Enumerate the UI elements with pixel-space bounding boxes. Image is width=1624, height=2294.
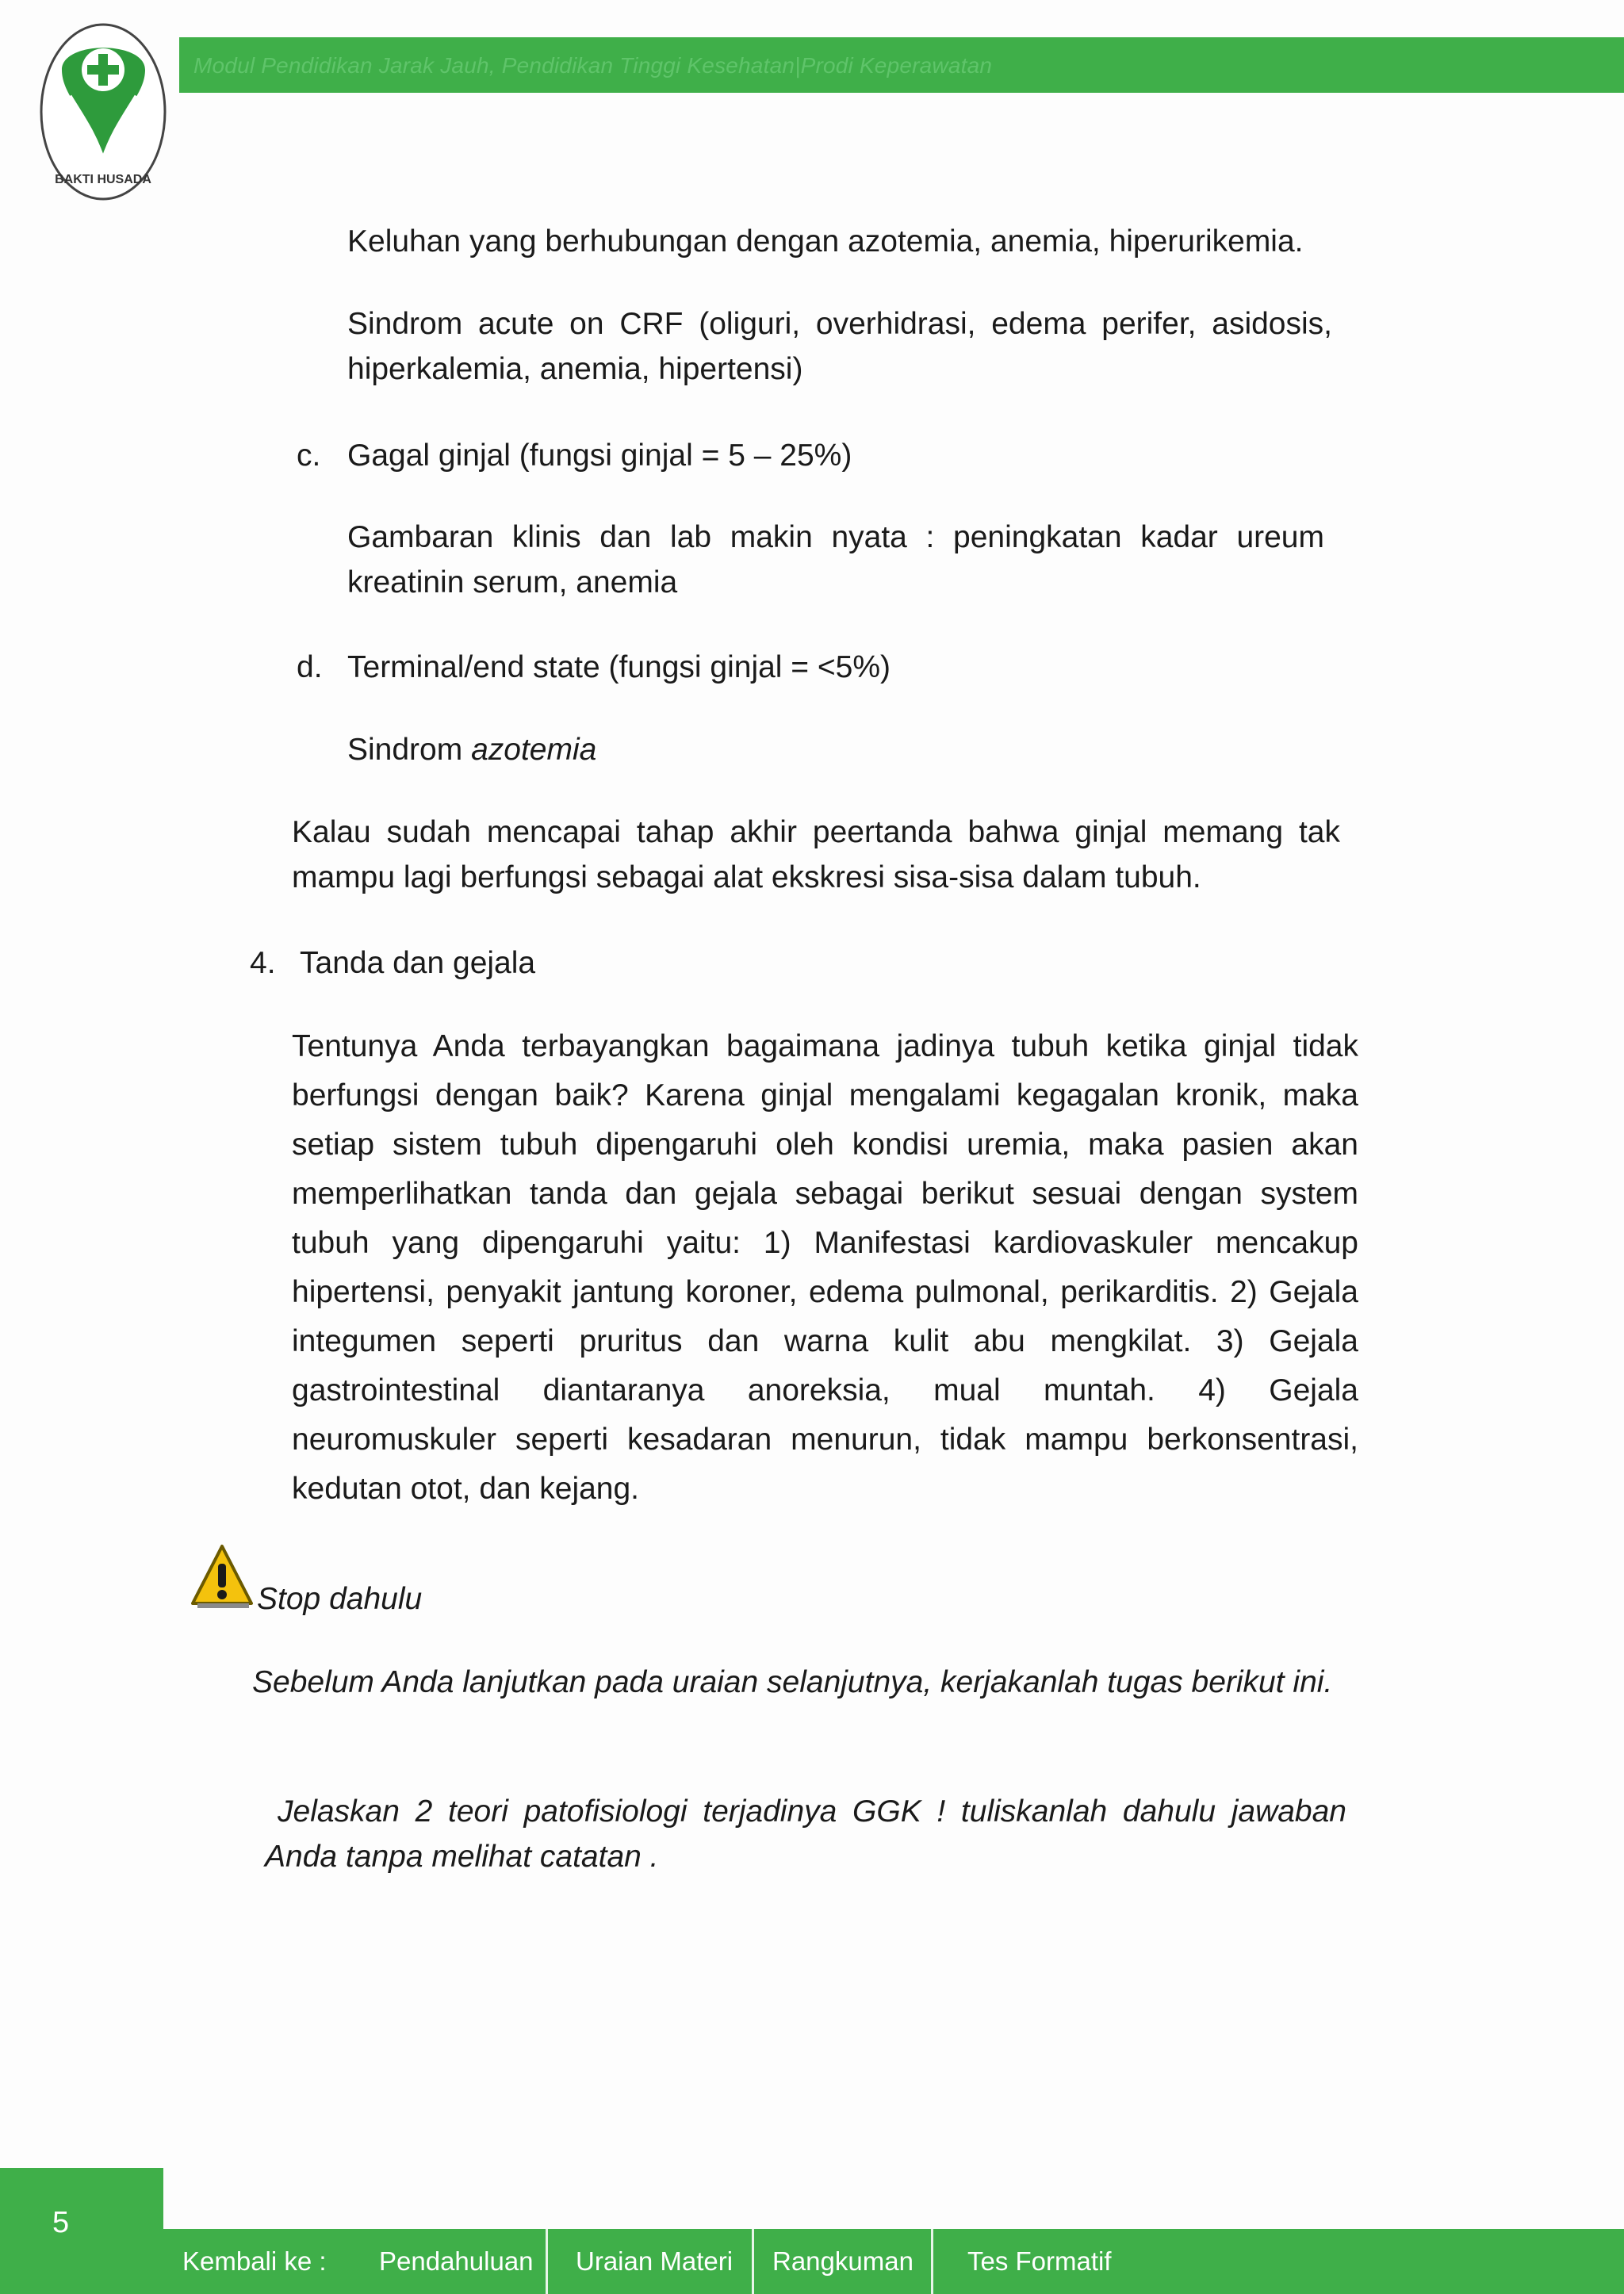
list-label-c: c. [297,439,321,473]
nav-tes-formatif[interactable]: Tes Formatif [967,2246,1112,2276]
nav-pendahuluan[interactable]: Pendahuluan [379,2246,534,2276]
sindrom-prefix: Sindrom [347,733,463,767]
list-item-terminal: Terminal/end state (fungsi ginjal = <5%) [347,650,891,684]
page-number-box [0,2168,163,2294]
logo-text: BAKTI HUSADA [55,173,151,186]
paragraph-sindrom-acute: Sindrom acute on CRF (oliguri, overhidrasi, edema perifer, asidosis, hiperkalemia, anemia, hipertensi) [347,307,1332,386]
nav-uraian-materi[interactable]: Uraian Materi [576,2246,733,2276]
list-label-d: d. [297,650,323,684]
paragraph-tahap-akhir: Kalau sudah mencapai tahap akhir peertanda bahwa ginjal memang tak mampu lagi berfungsi sebagai alat ekskresi sisa-sisa dalam tubuh. [292,815,1340,894]
page-number: 5 [52,2206,70,2239]
paragraph-sindrom-azotemia [347,727,596,772]
nav-separator [546,2229,548,2294]
stop-dahulu-title: Stop dahulu [257,1582,423,1616]
back-label: Kembali ke : [182,2246,327,2276]
nav-separator [752,2229,754,2294]
header-bar [179,37,1624,93]
nav-rangkuman[interactable]: Rangkuman [772,2246,914,2276]
stop-instruction: Sebelum Anda lanjutkan pada uraian selanjutnya, kerjakanlah tugas berikut ini. [252,1665,1333,1699]
list-item-gagal-ginjal: Gagal ginjal (fungsi ginjal = 5 – 25%) [347,439,852,473]
section-heading-tanda-gejala: Tanda dan gejala [300,946,536,980]
list-label-4: 4. [250,946,276,980]
nav-separator [931,2229,933,2294]
stop-task: Jelaskan 2 teori patofisiologi terjadinya GGK ! tuliskanlah dahulu jawaban Anda tanpa melihat catatan . [265,1794,1346,1874]
paragraph-tanda-gejala: Tentunya Anda terbayangkan bagaimana jadinya tubuh ketika ginjal tidak berfungsi dengan baik? Karena ginjal mengalami kegagalan kronik, maka setiap sistem tubuh dipengaruhi oleh kondisi uremia, maka pasien akan memperlihatkan tanda dan gejala sebagai berikut sesuai dengan system tubuh yang dipengaruhi yaitu: 1) Manifestasi kardiovaskuler mencakup hipertensi, penyakit jantung koroner, edema pulmonal, perikarditis. 2) Gejala integumen seperti pruritus dan warna kulit abu mengkilat. 3) Gejala gastrointestinal diantaranya anoreksia, mual muntah. 4) Gejala neuromuskuler seperti kesadaran menurun, tidak mampu berkonsentrasi, kedutan otot, dan kejang. [292,1029,1358,1506]
bakti-husada-logo [38,21,169,203]
sindrom-italic: azotemia [471,733,597,767]
header-title: Modul Pendidikan Jarak Jauh, Pendidikan Tinggi Kesehatan|Prodi Keperawatan [193,53,993,78]
warning-icon [190,1543,254,1610]
paragraph-gambaran-klinis: Gambaran klinis dan lab makin nyata : peningkatan kadar ureum kreatinin serum, anemia [347,520,1324,599]
paragraph-keluhan: Keluhan yang berhubungan dengan azotemia, anemia, hiperurikemia. [347,224,1304,259]
